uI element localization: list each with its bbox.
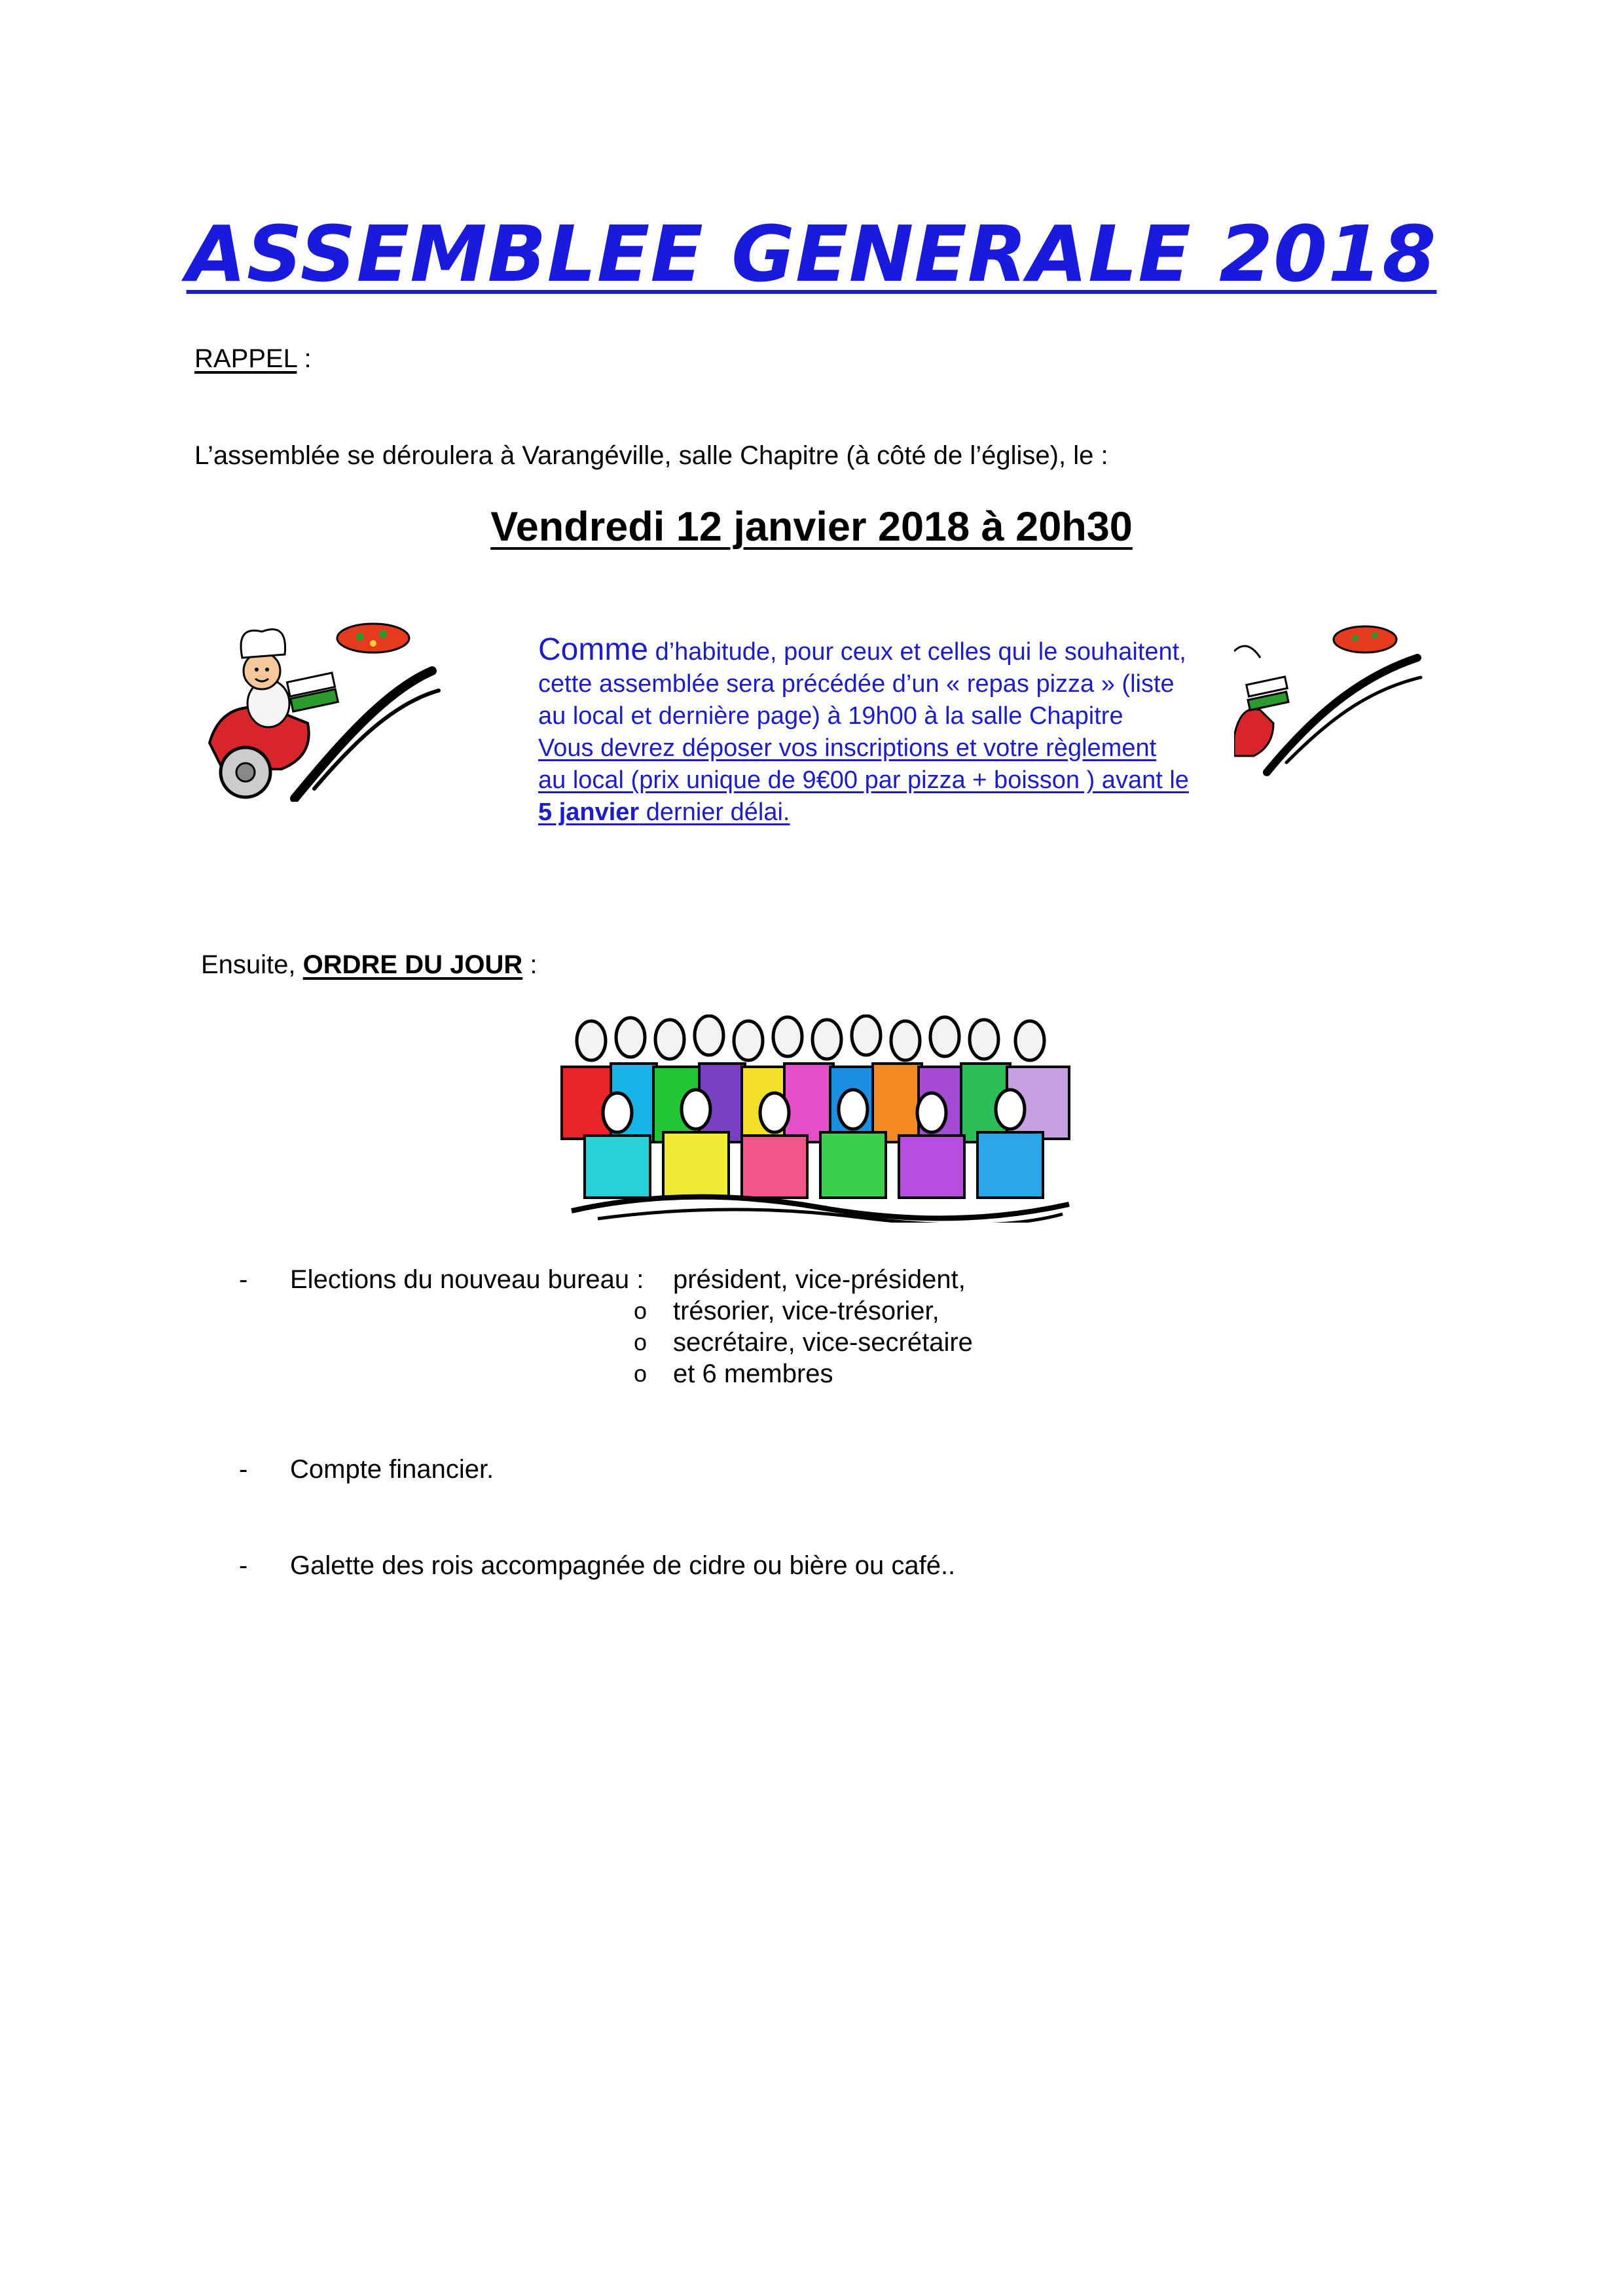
intro-text: L’assemblée se déroulera à Varangéville, salle Chapitre (à côté de l’église), le :	[194, 441, 1108, 470]
list-bullet: o	[634, 1329, 647, 1355]
pizza-line-1-lead: Comme	[538, 632, 649, 667]
pizza-line-1	[538, 634, 1278, 668]
agenda-prefix: Ensuite,	[201, 950, 303, 979]
page-title: ASSEMBLEE GENERALE 2018	[186, 209, 1437, 299]
agenda-item-galette: Galette des rois accompagnée de cidre ou bière ou café..	[290, 1551, 956, 1580]
event-date: Vendredi 12 janvier 2018 à 20h30	[490, 504, 1133, 550]
pizza-dinner-info	[538, 634, 1278, 829]
agenda-item-elections: Elections du nouveau bureau :	[290, 1265, 644, 1294]
pizza-line-4: Vous devrez déposer vos inscriptions et votre règlement	[538, 734, 1157, 762]
pizza-deadline: 5 janvier	[538, 798, 640, 826]
agenda-title: ORDRE DU JOUR	[302, 950, 523, 979]
list-bullet: o	[634, 1360, 647, 1387]
rappel-heading	[194, 342, 312, 376]
agenda-suffix: :	[522, 950, 538, 979]
pizza-line-5: au local (prix unique de 9€00 par pizza + boisson ) avant le	[538, 766, 1189, 794]
pizza-line-1-rest: d’habitude, pour ceux et celles qui le souhaitent,	[648, 638, 1186, 666]
list-dash: -	[239, 1551, 248, 1580]
crowd-people-illustration	[558, 1014, 1074, 1223]
pizza-line-6-rest: dernier délai.	[639, 798, 790, 826]
list-dash: -	[239, 1265, 248, 1294]
agenda-subitem: trésorier, vice-trésorier,	[673, 1297, 939, 1325]
list-bullet: o	[634, 1297, 647, 1324]
list-dash: -	[239, 1455, 248, 1484]
pizza-line-3: au local et dernière page) à 19h00 à la salle Chapitre	[538, 702, 1123, 730]
pizza-line-6	[538, 797, 1278, 829]
agenda-subitem: secrétaire, vice-secrétaire	[673, 1328, 973, 1357]
agenda-heading	[201, 948, 537, 982]
pizza-delivery-chef-icon	[196, 612, 445, 805]
rappel-label: RAPPEL	[194, 344, 297, 373]
pizza-line-2: cette assemblée sera précédée d’un « repas pizza » (liste	[538, 670, 1175, 698]
agenda-item-elections-first: président, vice-président,	[673, 1265, 966, 1294]
rappel-colon: :	[297, 344, 312, 373]
agenda-item-compte: Compte financier.	[290, 1455, 494, 1484]
agenda-subitem: et 6 membres	[673, 1359, 833, 1388]
